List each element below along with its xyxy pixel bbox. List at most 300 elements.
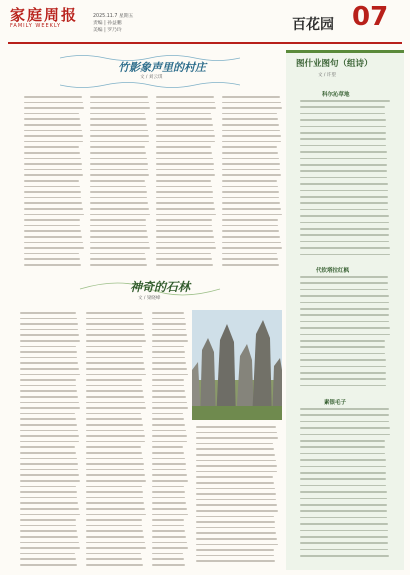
issue-designer: 美编 | 罗乃玲 [93, 28, 122, 33]
text-line-placeholder [24, 158, 81, 160]
text-line-placeholder [20, 334, 79, 336]
text-line-placeholder [20, 340, 80, 342]
text-line-placeholder [152, 446, 183, 448]
text-line-placeholder [90, 230, 147, 232]
text-line-placeholder [20, 458, 77, 460]
text-line-placeholder [222, 174, 281, 176]
text-line-placeholder [86, 542, 145, 544]
text-line-placeholder [300, 359, 386, 361]
text-line-placeholder [300, 234, 389, 236]
text-line-placeholder [156, 113, 211, 115]
text-line-placeholder [24, 253, 79, 255]
text-line-placeholder [20, 390, 77, 392]
text-line-placeholder [300, 327, 390, 329]
text-line-placeholder [24, 264, 81, 266]
text-line-placeholder [152, 564, 185, 566]
text-line-placeholder [24, 152, 80, 154]
text-line-placeholder [196, 493, 276, 495]
text-line-placeholder [196, 454, 275, 456]
text-line-placeholder [196, 538, 277, 540]
text-line-placeholder [86, 362, 144, 364]
text-line-placeholder [152, 368, 187, 370]
text-line-placeholder [222, 141, 281, 143]
text-line-placeholder [20, 379, 76, 381]
text-line-placeholder [222, 107, 282, 109]
text-line-placeholder [152, 469, 186, 471]
text-line-placeholder [24, 130, 82, 132]
text-line-placeholder [196, 443, 273, 445]
text-line-placeholder [196, 560, 275, 562]
text-line-placeholder [152, 379, 184, 381]
text-line-placeholder [152, 452, 184, 454]
text-line-placeholder [300, 427, 390, 429]
text-line-placeholder [222, 152, 278, 154]
text-line-placeholder [152, 558, 184, 560]
text-line-placeholder [152, 480, 188, 482]
text-line-placeholder [90, 174, 149, 176]
text-line-placeholder [222, 208, 281, 210]
text-line-placeholder [20, 519, 76, 521]
text-line-placeholder [152, 514, 188, 516]
poem-title: 代钦塔拉红枫 [316, 268, 350, 274]
text-line-placeholder [20, 374, 80, 376]
text-line-placeholder [196, 521, 275, 523]
text-line-placeholder [152, 318, 185, 320]
text-line-placeholder [196, 527, 275, 529]
text-line-placeholder [86, 340, 146, 342]
text-line-placeholder [90, 152, 146, 154]
text-line-placeholder [90, 169, 148, 171]
title-wave-decoration [60, 80, 240, 90]
text-line-placeholder [24, 191, 81, 193]
text-line-placeholder [24, 118, 80, 120]
text-line-placeholder [90, 124, 147, 126]
text-line-placeholder [24, 214, 84, 216]
text-line-placeholder [24, 258, 80, 260]
text-line-placeholder [152, 502, 186, 504]
text-line-placeholder [300, 276, 388, 278]
text-line-placeholder [24, 146, 79, 148]
text-line-placeholder [86, 469, 144, 471]
text-line-placeholder [86, 323, 144, 325]
text-line-placeholder [196, 549, 274, 551]
text-line-placeholder [20, 407, 80, 409]
text-line-placeholder [196, 488, 275, 490]
text-line-placeholder [300, 372, 386, 374]
text-line-placeholder [196, 555, 274, 557]
text-line-placeholder [24, 135, 83, 137]
text-line-placeholder [24, 113, 79, 115]
text-line-placeholder [24, 169, 82, 171]
text-line-placeholder [90, 130, 148, 132]
text-line-placeholder [20, 446, 75, 448]
text-line-placeholder [196, 482, 274, 484]
text-line-placeholder [222, 113, 277, 115]
text-line-placeholder [90, 102, 149, 104]
text-line-placeholder [20, 525, 76, 527]
issue-info [93, 13, 173, 34]
text-line-placeholder [152, 385, 184, 387]
stone-forest-photo [192, 310, 282, 420]
text-line-placeholder [90, 135, 149, 137]
text-line-placeholder [152, 357, 185, 359]
text-line-placeholder [20, 418, 76, 420]
text-line-placeholder [20, 424, 77, 426]
text-line-placeholder [86, 351, 143, 353]
text-line-placeholder [86, 379, 142, 381]
text-line-placeholder [156, 186, 212, 188]
text-line-placeholder [86, 491, 143, 493]
text-line-placeholder [86, 407, 146, 409]
text-line-placeholder [156, 242, 215, 244]
text-line-placeholder [152, 547, 188, 549]
text-line-placeholder [86, 390, 143, 392]
text-line-placeholder [90, 146, 145, 148]
text-line-placeholder [222, 225, 278, 227]
text-line-placeholder [156, 197, 213, 199]
text-line-placeholder [86, 530, 143, 532]
text-line-placeholder [20, 542, 79, 544]
text-line-placeholder [90, 163, 148, 165]
text-line-placeholder [300, 196, 388, 198]
text-line-placeholder [222, 197, 279, 199]
text-line-placeholder [300, 498, 387, 500]
sidebar-title: 图什业图句（组诗） [296, 59, 373, 69]
text-line-placeholder [300, 472, 386, 474]
text-line-placeholder [300, 295, 389, 297]
text-line-placeholder [222, 124, 279, 126]
text-line-placeholder [222, 202, 280, 204]
text-line-placeholder [24, 230, 81, 232]
text-line-placeholder [196, 532, 276, 534]
sidebar-byline: 文 / 许望 [318, 73, 336, 78]
text-line-placeholder [24, 247, 84, 249]
text-line-placeholder [300, 523, 388, 525]
text-line-placeholder [222, 102, 281, 104]
text-line-placeholder [156, 141, 215, 143]
masthead [0, 0, 410, 44]
text-line-placeholder [156, 118, 212, 120]
text-line-placeholder [300, 459, 386, 461]
text-line-placeholder [196, 426, 276, 428]
text-line-placeholder [156, 208, 215, 210]
text-line-placeholder [90, 186, 146, 188]
text-line-placeholder [300, 340, 385, 342]
text-line-placeholder [20, 497, 77, 499]
text-line-placeholder [24, 225, 80, 227]
text-line-placeholder [24, 180, 79, 182]
text-line-placeholder [86, 374, 146, 376]
text-line-placeholder [222, 264, 279, 266]
article-title: 神奇的石林 [130, 280, 191, 294]
text-line-placeholder [90, 180, 145, 182]
text-line-placeholder [90, 253, 145, 255]
text-line-placeholder [90, 242, 149, 244]
text-line-placeholder [300, 190, 388, 192]
text-line-placeholder [86, 418, 142, 420]
text-line-placeholder [152, 463, 186, 465]
text-line-placeholder [86, 446, 141, 448]
article-byline: 文 / 梁晓峰 [138, 296, 161, 301]
text-line-placeholder [156, 158, 213, 160]
text-line-placeholder [300, 440, 385, 442]
text-line-placeholder [300, 202, 388, 204]
text-line-placeholder [152, 491, 185, 493]
text-line-placeholder [86, 368, 145, 370]
text-line-placeholder [24, 186, 80, 188]
text-line-placeholder [90, 141, 149, 143]
text-line-placeholder [222, 258, 278, 260]
text-line-placeholder [20, 312, 76, 314]
text-line-placeholder [86, 514, 146, 516]
text-line-placeholder [300, 282, 388, 284]
text-line-placeholder [20, 502, 78, 504]
text-line-placeholder [222, 186, 278, 188]
text-line-placeholder [300, 100, 390, 102]
text-line-placeholder [20, 474, 79, 476]
text-line-placeholder [24, 174, 83, 176]
text-line-placeholder [86, 396, 144, 398]
text-line-placeholder [196, 460, 276, 462]
text-line-placeholder [86, 463, 144, 465]
text-line-placeholder [86, 424, 143, 426]
text-line-placeholder [86, 413, 141, 415]
text-line-placeholder [90, 113, 145, 115]
text-line-placeholder [86, 553, 141, 555]
text-line-placeholder [86, 334, 145, 336]
text-line-placeholder [152, 486, 184, 488]
text-line-placeholder [152, 508, 187, 510]
text-line-placeholder [156, 174, 215, 176]
article-title: 竹影象声里的村庄 [118, 61, 206, 74]
text-line-placeholder [222, 146, 277, 148]
text-line-placeholder [86, 435, 145, 437]
text-line-placeholder [152, 519, 184, 521]
text-line-placeholder [300, 446, 385, 448]
text-line-placeholder [86, 402, 145, 404]
text-line-placeholder [86, 502, 144, 504]
text-line-placeholder [300, 138, 386, 140]
text-line-placeholder [20, 480, 80, 482]
text-line-placeholder [156, 264, 213, 266]
text-line-placeholder [152, 430, 186, 432]
text-line-placeholder [156, 247, 216, 249]
text-line-placeholder [222, 118, 278, 120]
text-line-placeholder [196, 516, 274, 518]
text-line-placeholder [86, 329, 144, 331]
text-line-placeholder [24, 124, 81, 126]
text-line-placeholder [300, 302, 389, 304]
text-line-placeholder [20, 435, 79, 437]
text-line-placeholder [300, 164, 387, 166]
text-line-placeholder [196, 510, 278, 512]
text-line-placeholder [196, 504, 277, 506]
text-line-placeholder [20, 362, 78, 364]
text-line-placeholder [152, 435, 187, 437]
text-line-placeholder [90, 107, 150, 109]
text-line-placeholder [24, 242, 83, 244]
text-line-placeholder [156, 124, 213, 126]
text-line-placeholder [300, 132, 386, 134]
text-line-placeholder [222, 130, 280, 132]
text-line-placeholder [90, 219, 146, 221]
text-line-placeholder [156, 135, 215, 137]
text-line-placeholder [300, 491, 387, 493]
text-line-placeholder [20, 486, 76, 488]
text-line-placeholder [152, 542, 187, 544]
text-line-placeholder [156, 163, 214, 165]
text-line-placeholder [24, 202, 82, 204]
text-line-placeholder [222, 242, 281, 244]
text-line-placeholder [152, 497, 185, 499]
text-line-placeholder [300, 228, 389, 230]
text-line-placeholder [156, 202, 214, 204]
text-line-placeholder [156, 107, 216, 109]
text-line-placeholder [86, 312, 142, 314]
text-line-placeholder [90, 247, 150, 249]
masthead-divider [8, 42, 402, 44]
text-line-placeholder [20, 430, 78, 432]
text-line-placeholder [300, 478, 386, 480]
text-line-placeholder [152, 441, 187, 443]
text-line-placeholder [86, 519, 142, 521]
text-line-placeholder [86, 536, 144, 538]
text-line-placeholder [152, 458, 185, 460]
text-line-placeholder [156, 225, 212, 227]
text-line-placeholder [90, 118, 146, 120]
text-line-placeholder [86, 474, 145, 476]
text-line-placeholder [86, 346, 142, 348]
text-line-placeholder [196, 544, 278, 546]
section-name: 百花园 [292, 17, 334, 33]
newspaper-subtitle: FAMILY WEEKLY [10, 23, 62, 29]
text-line-placeholder [20, 452, 76, 454]
text-line-placeholder [300, 215, 389, 217]
text-line-placeholder [20, 530, 77, 532]
text-line-placeholder [24, 163, 82, 165]
text-line-placeholder [300, 314, 389, 316]
text-line-placeholder [156, 191, 213, 193]
text-line-placeholder [300, 119, 386, 121]
text-line-placeholder [20, 346, 76, 348]
text-line-placeholder [90, 236, 148, 238]
text-line-placeholder [152, 351, 185, 353]
text-line-placeholder [222, 219, 278, 221]
article-byline: 文 / 刘云琪 [140, 75, 163, 80]
text-line-placeholder [24, 96, 82, 98]
text-line-placeholder [86, 525, 142, 527]
text-line-placeholder [300, 542, 388, 544]
text-line-placeholder [152, 334, 187, 336]
text-line-placeholder [86, 497, 143, 499]
text-line-placeholder [156, 219, 212, 221]
text-line-placeholder [222, 135, 281, 137]
text-line-placeholder [86, 357, 143, 359]
text-line-placeholder [20, 463, 78, 465]
text-line-placeholder [196, 476, 273, 478]
text-line-placeholder [152, 474, 187, 476]
text-line-placeholder [20, 329, 78, 331]
text-line-placeholder [300, 126, 386, 128]
text-line-placeholder [86, 385, 142, 387]
text-line-placeholder [222, 230, 279, 232]
text-line-placeholder [86, 430, 144, 432]
text-line-placeholder [156, 180, 211, 182]
text-line-placeholder [156, 236, 214, 238]
text-line-placeholder [300, 308, 389, 310]
text-line-placeholder [20, 547, 80, 549]
text-line-placeholder [196, 499, 276, 501]
text-line-placeholder [300, 414, 389, 416]
text-line-placeholder [152, 418, 184, 420]
text-line-placeholder [20, 318, 77, 320]
text-line-placeholder [20, 351, 77, 353]
text-line-placeholder [20, 491, 77, 493]
text-line-placeholder [20, 564, 77, 566]
text-line-placeholder [300, 504, 387, 506]
text-line-placeholder [20, 508, 79, 510]
text-line-placeholder [90, 158, 147, 160]
text-line-placeholder [20, 413, 75, 415]
text-line-placeholder [24, 197, 81, 199]
text-line-placeholder [90, 96, 148, 98]
text-line-placeholder [90, 202, 148, 204]
text-line-placeholder [86, 452, 142, 454]
text-line-placeholder [196, 465, 277, 467]
text-line-placeholder [196, 437, 278, 439]
text-line-placeholder [156, 146, 211, 148]
text-line-placeholder [156, 230, 213, 232]
text-line-placeholder [24, 107, 84, 109]
text-line-placeholder [24, 141, 83, 143]
text-line-placeholder [24, 208, 83, 210]
text-line-placeholder [152, 340, 188, 342]
text-line-placeholder [300, 408, 389, 410]
text-line-placeholder [20, 553, 75, 555]
text-line-placeholder [152, 312, 184, 314]
text-line-placeholder [156, 169, 214, 171]
text-line-placeholder [152, 536, 186, 538]
text-line-placeholder [20, 396, 78, 398]
text-line-placeholder [300, 378, 386, 380]
text-line-placeholder [222, 191, 279, 193]
text-line-placeholder [300, 434, 390, 436]
text-line-placeholder [300, 510, 387, 512]
text-line-placeholder [152, 402, 187, 404]
text-line-placeholder [24, 219, 80, 221]
text-line-placeholder [152, 323, 186, 325]
text-line-placeholder [300, 530, 388, 532]
text-line-placeholder [156, 130, 214, 132]
text-line-placeholder [86, 547, 146, 549]
text-line-placeholder [222, 180, 277, 182]
text-line-placeholder [90, 208, 149, 210]
text-line-placeholder [20, 357, 77, 359]
issue-editor: 责编 | 孙益鹏 [93, 21, 122, 26]
text-line-placeholder [20, 323, 78, 325]
text-line-placeholder [20, 402, 79, 404]
text-line-placeholder [20, 514, 80, 516]
text-line-placeholder [222, 214, 282, 216]
text-line-placeholder [90, 264, 147, 266]
text-line-placeholder [300, 536, 388, 538]
text-line-placeholder [20, 441, 79, 443]
text-line-placeholder [152, 424, 185, 426]
text-line-placeholder [152, 390, 185, 392]
text-line-placeholder [152, 413, 183, 415]
text-line-placeholder [222, 158, 279, 160]
text-line-placeholder [222, 247, 282, 249]
